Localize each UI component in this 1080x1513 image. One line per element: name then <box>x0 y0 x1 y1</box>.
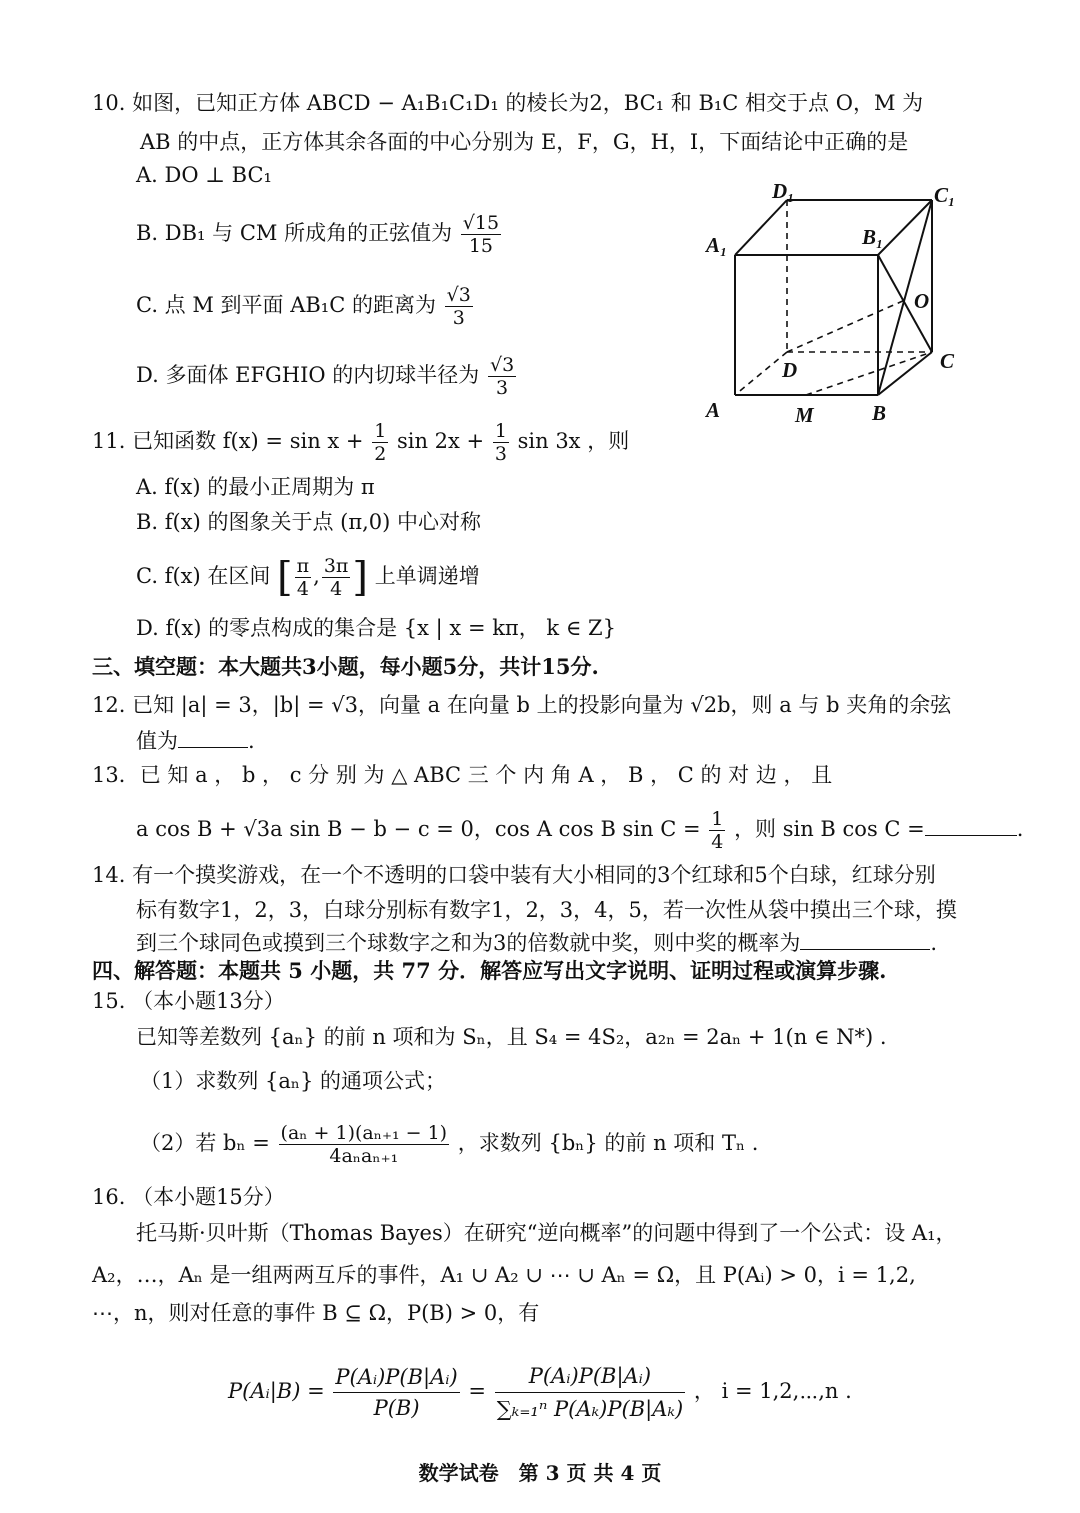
q13-text: a cos B + √3a sin B − b − c = 0，cos A cos B sin C = <box>136 817 701 841</box>
q11-option-b: B. f(x) 的图象关于点 (π,0) 中心对称 <box>136 510 482 534</box>
fraction <box>445 284 473 329</box>
q11-stem-part: sin 3x ，则 <box>517 429 630 453</box>
label-o: O <box>914 289 930 313</box>
q15-part1: （1）求数列 {aₙ} 的通项公式； <box>140 1069 447 1093</box>
q10-option-c-text: C. 点 M 到平面 AB₁C 的距离为 <box>136 293 436 317</box>
q13-line1: 13．已 知 a ， b ， c 分 别 为 △ ABC 三 个 内 角 A ， B ， C 的 对 边 ， 且 <box>92 763 833 787</box>
page-footer: 数学试卷 第 3 页 共 4 页 <box>418 1461 662 1485</box>
q16-line1: 托马斯·贝叶斯（Thomas Bayes）在研究“逆向概率”的问题中得到了一个公式：设 A₁， <box>136 1221 957 1245</box>
q13-end: . <box>1016 817 1024 841</box>
bayes-formula <box>228 1360 852 1425</box>
numerator: π <box>296 555 310 577</box>
q10-option-a: A. DO ⊥ BC₁ <box>136 163 272 187</box>
denominator: ∑ₖ₌₁ⁿ P(Aₖ)P(B|Aₖ) <box>496 1397 684 1421</box>
q12-line2 <box>136 726 255 756</box>
denominator: 3 <box>494 443 507 465</box>
fraction <box>295 555 312 600</box>
q11-stem-part: sin 2x + <box>396 429 485 453</box>
denominator: 3 <box>496 377 509 399</box>
q15-stem: 已知等差数列 {aₙ} 的前 n 项和为 Sₙ，且 S₄ = 4S₂，a₂ₙ = 2aₙ + 1(n ∈ N*) . <box>136 1025 887 1049</box>
label-b1: B₁ <box>862 225 884 249</box>
answer-blank[interactable] <box>178 727 248 748</box>
numerator: P(Aᵢ)P(B|Aᵢ) <box>333 1362 459 1393</box>
q16-line3: ⋯，n，则对任意的事件 B ⊆ Ω，P(B) > 0，有 <box>92 1301 540 1325</box>
q11-option-c-text: 上单调递增 <box>374 564 480 588</box>
q10-option-b <box>136 212 503 257</box>
q14-text: 到三个球同色或摸到三个球数字之和为3的倍数就中奖，则中奖的概率为 <box>136 931 801 955</box>
q15-part2-text: ，求数列 {bₙ} 的前 n 项和 Tₙ . <box>457 1131 759 1155</box>
numerator: √15 <box>462 212 500 234</box>
q14-end: . <box>930 931 938 955</box>
q13-text: ，则 sin B cos C = <box>734 817 925 841</box>
q11-stem <box>92 420 629 465</box>
q12-end: . <box>248 729 255 753</box>
label-a1: A₁ <box>706 233 728 257</box>
q16-header: 16. （本小题15分） <box>92 1185 285 1209</box>
fraction <box>709 808 725 853</box>
formula-lhs: P(Aᵢ|B) = <box>228 1379 325 1403</box>
answer-blank[interactable] <box>800 929 930 950</box>
q16-line2: A₂，…，Aₙ 是一组两两互斥的事件，A₁ ∪ A₂ ∪ ⋯ ∪ Aₙ = Ω，且 P(Aᵢ) > 0，i = 1,2, <box>92 1263 916 1287</box>
q11-stem-part: 11. 已知函数 f(x) = sin x + <box>92 429 364 453</box>
q11-option-d: D. f(x) 的零点构成的集合是 {x | x = kπ， k ∈ Z} <box>136 616 616 640</box>
formula-tail: ， i = 1,2,⋯,n . <box>693 1379 852 1403</box>
label-c: C <box>940 349 955 373</box>
formula-equals: = <box>468 1379 486 1403</box>
label-d1: D₁ <box>772 179 795 203</box>
q15-header: 15. （本小题13分） <box>92 989 285 1013</box>
q10-option-b-text: B. DB₁ 与 CM 所成角的正弦值为 <box>136 221 453 245</box>
fraction <box>322 555 351 600</box>
denominator: 4 <box>330 578 343 600</box>
fraction <box>279 1122 450 1167</box>
q10-option-d-text: D. 多面体 EFGHIO 的内切球半径为 <box>136 363 480 387</box>
q10-option-c <box>136 284 475 329</box>
numerator: √3 <box>446 284 471 306</box>
denominator: 4aₙaₙ₊₁ <box>329 1145 399 1167</box>
numerator: (aₙ + 1)(aₙ₊₁ − 1) <box>280 1122 448 1144</box>
fraction <box>372 420 388 465</box>
fraction <box>495 1360 686 1425</box>
q12-text: 值为 <box>136 729 178 753</box>
numerator: 1 <box>494 420 507 442</box>
answer-blank[interactable] <box>925 815 1017 836</box>
q10-stem-line2: AB 的中点，正方体其余各面的中心分别为 E，F，G，H，I，下面结论中正确的是 <box>140 130 909 154</box>
label-c1: C₁ <box>934 183 956 207</box>
denominator: 2 <box>374 443 387 465</box>
label-d: D <box>782 358 798 382</box>
numerator: √3 <box>489 354 515 376</box>
q13-line2 <box>136 808 1023 853</box>
denominator: 4 <box>711 831 724 853</box>
fraction <box>461 212 501 257</box>
denominator: 4 <box>296 578 309 600</box>
denominator: P(B) <box>373 1396 420 1420</box>
q11-option-a: A. f(x) 的最小正周期为 π <box>136 475 375 499</box>
label-b: B <box>872 401 887 425</box>
section-4-heading: 四、解答题：本题共 5 小题，共 77 分．解答应写出文字说明、证明过程或演算步骤. <box>92 958 887 983</box>
q14-line2: 标有数字1，2，3，白球分别标有数字1，2，3，4，5，若一次性从袋中摸出三个球，摸 <box>136 898 957 922</box>
q15-part2-text: （2）若 bₙ = <box>140 1131 270 1155</box>
fraction <box>488 354 516 399</box>
fraction <box>493 420 509 465</box>
q14-line1: 14. 有一个摸奖游戏，在一个不透明的口袋中装有大小相同的3个红球和5个白球，红球分别 <box>92 863 936 887</box>
numerator: 1 <box>711 808 724 830</box>
q14-line3 <box>136 928 937 958</box>
numerator: 3π <box>323 555 349 577</box>
cube-figure <box>690 175 980 435</box>
q11-option-c: C. f(x) 在区间 [ $\frac{\pi}{4}$ , $\frac{3\pi}{4}$ ] 上单调递增 <box>136 554 480 601</box>
denominator: 3 <box>452 307 465 329</box>
q15-part2 <box>140 1122 758 1167</box>
fraction <box>333 1362 459 1423</box>
q12-line1: 12. 已知 |a| = 3，|b| = √3，向量 a 在向量 b 上的投影向量为 √2b，则 a 与 b 夹角的余弦 <box>92 693 952 717</box>
numerator: P(Aᵢ)P(B|Aᵢ) <box>495 1360 686 1393</box>
denominator: 15 <box>468 235 493 257</box>
q10-option-d <box>136 354 518 399</box>
q11-option-c-text: C. f(x) 在区间 <box>136 564 271 588</box>
numerator: 1 <box>374 420 387 442</box>
label-m: M <box>795 403 814 427</box>
q10-stem-line1: 10. 如图，已知正方体 ABCD − A₁B₁C₁D₁ 的棱长为2，BC₁ 和 B₁C 相交于点 O，M 为 <box>92 91 924 115</box>
section-3-heading: 三、填空题：本大题共3小题，每小题5分，共计15分. <box>92 654 599 679</box>
label-a: A <box>706 398 721 422</box>
